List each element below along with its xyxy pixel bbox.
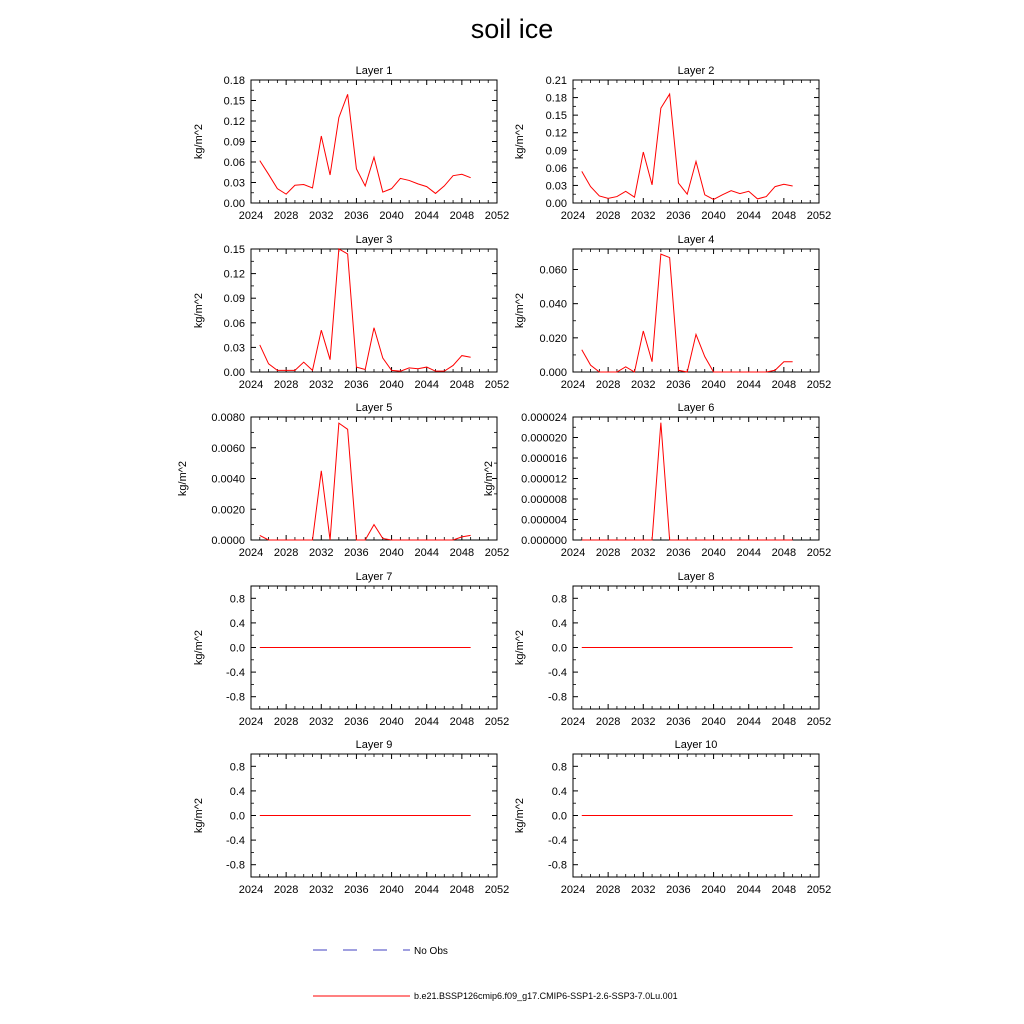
- layer1-ytick-label: 0.12: [223, 116, 245, 128]
- layer9-xtick-label: 2036: [344, 884, 369, 896]
- layer5-xtick-label: 2044: [414, 547, 439, 559]
- layer10-ytick-label: 0.0: [551, 810, 567, 823]
- layer6-xtick-label: 2028: [595, 547, 621, 559]
- layer4-xtick-label: 2028: [595, 379, 621, 391]
- layer3-xtick-label: 2024: [238, 379, 264, 391]
- layer3-series-line: [260, 249, 471, 371]
- layer9-xtick-label: 2024: [238, 884, 264, 896]
- layer2-xtick-label: 2040: [701, 210, 726, 222]
- layer2-ytick-label: 0.15: [545, 110, 567, 123]
- layer8-xtick-label: 2024: [560, 716, 586, 728]
- layer4-xtick-label: 2048: [771, 379, 797, 391]
- layer10-xtick-label: 2028: [595, 884, 621, 896]
- layer10-xtick-label: 2048: [771, 884, 797, 896]
- layer6-ytick-label: 0.000000: [521, 535, 567, 547]
- layer2-ytick-label: 0.00: [545, 198, 567, 210]
- layer1-plot-frame: [251, 80, 497, 203]
- layer1-title: Layer 1: [355, 65, 393, 77]
- layer7-ylabel: kg/m^2: [193, 629, 205, 666]
- layer1-xtick-label: 2028: [273, 210, 299, 222]
- layer3-plot-frame: [251, 249, 497, 372]
- layer2-ytick-label: 0.06: [545, 162, 567, 175]
- layer5-ytick-label: 0.0020: [211, 504, 245, 517]
- layer6-ytick-label: 0.000004: [521, 514, 567, 527]
- layer6-ytick-label: 0.000024: [521, 412, 567, 424]
- layer8-ytick-label: -0.4: [548, 667, 567, 680]
- layer2-ytick-label: 0.12: [545, 127, 567, 140]
- layer8-xtick-label: 2048: [771, 716, 797, 728]
- layer3-ytick-label: 0.00: [223, 367, 245, 379]
- layer6-xtick-label: 2036: [666, 547, 691, 559]
- layer1-ytick-label: 0.00: [223, 198, 245, 210]
- layer5-xtick-label: 2052: [484, 547, 510, 559]
- layer3-title: Layer 3: [355, 234, 393, 246]
- layer4-ytick-label: 0.000: [539, 367, 567, 379]
- layer6-xtick-label: 2040: [701, 547, 726, 559]
- layer1-xtick-label: 2048: [449, 210, 475, 222]
- layer5-ytick-label: 0.0000: [211, 535, 245, 547]
- layer1-xtick-label: 2032: [309, 210, 334, 222]
- layer2-ytick-label: 0.21: [545, 75, 567, 87]
- layer3-xtick-label: 2048: [449, 379, 475, 391]
- layer3-xtick-label: 2036: [344, 379, 369, 391]
- layer7-xtick-label: 2024: [238, 716, 264, 728]
- layer6-xtick-label: 2044: [736, 547, 761, 559]
- layer7-title: Layer 7: [355, 571, 393, 583]
- layer5-title: Layer 5: [355, 402, 393, 414]
- layer4-ytick-label: 0.020: [539, 332, 567, 345]
- legend-obs-label: No Obs: [414, 946, 448, 957]
- layer10-xtick-label: 2040: [701, 884, 726, 896]
- layer2-ytick-label: 0.09: [545, 145, 567, 158]
- figure-title: soil ice: [470, 14, 554, 44]
- layer10-xtick-label: 2036: [666, 884, 691, 896]
- layer3-xtick-label: 2028: [273, 379, 299, 391]
- layer10-ylabel: kg/m^2: [514, 797, 526, 834]
- layer3-ylabel: kg/m^2: [193, 292, 205, 329]
- layer10-xtick-label: 2024: [560, 884, 586, 896]
- layer10-ytick-label: -0.4: [548, 835, 567, 848]
- layer6-ytick-label: 0.000016: [521, 453, 567, 465]
- layer1-xtick-label: 2036: [344, 210, 369, 222]
- layer9-ylabel: kg/m^2: [193, 797, 205, 834]
- layer4-xtick-label: 2044: [736, 379, 761, 391]
- layer3-ytick-label: 0.09: [223, 293, 245, 306]
- layer2-ytick-label: 0.03: [545, 180, 567, 193]
- layer6-ytick-label: 0.000012: [521, 473, 567, 486]
- layer8-ytick-label: 0.8: [551, 593, 567, 606]
- layer5-xtick-label: 2028: [273, 547, 299, 559]
- layer4-series-line: [582, 254, 793, 372]
- layer7-ytick-label: 0.8: [229, 593, 245, 606]
- layer5-ylabel: kg/m^2: [177, 460, 189, 497]
- layer6-plot-frame: [573, 417, 819, 540]
- layer2-xtick-label: 2036: [666, 210, 691, 222]
- layer7-xtick-label: 2032: [309, 716, 334, 728]
- layer4-xtick-label: 2024: [560, 379, 586, 391]
- layer9-ytick-label: -0.4: [226, 835, 245, 848]
- layer10-xtick-label: 2044: [736, 884, 761, 896]
- layer3-xtick-label: 2032: [309, 379, 334, 391]
- layer8-title: Layer 8: [677, 571, 715, 583]
- layer10-ytick-label: 0.4: [551, 785, 567, 798]
- legend-model-label: b.e21.BSSP126cmip6.f09_g17.CMIP6-SSP1-2.6-SSP3-7.0Lu.001: [414, 991, 678, 1001]
- layer9-xtick-label: 2028: [273, 884, 299, 896]
- layer5-ytick-label: 0.0060: [211, 442, 245, 455]
- layer2-xtick-label: 2048: [771, 210, 797, 222]
- layer2-xtick-label: 2032: [631, 210, 656, 222]
- layer6-title: Layer 6: [677, 402, 715, 414]
- layer2-xtick-label: 2028: [595, 210, 621, 222]
- layer3-ytick-label: 0.15: [223, 244, 245, 256]
- layer1-xtick-label: 2040: [379, 210, 404, 222]
- layer2-xtick-label: 2024: [560, 210, 586, 222]
- layer1-xtick-label: 2044: [414, 210, 439, 222]
- layer3-ytick-label: 0.06: [223, 317, 245, 330]
- layer2-xtick-label: 2044: [736, 210, 761, 222]
- layer9-ytick-label: -0.8: [226, 859, 245, 872]
- layer5-xtick-label: 2048: [449, 547, 475, 559]
- layer4-xtick-label: 2036: [666, 379, 691, 391]
- layer7-ytick-label: 0.4: [229, 617, 245, 630]
- layer2-ytick-label: 0.18: [545, 92, 567, 105]
- layer5-ytick-label: 0.0080: [211, 412, 245, 424]
- layer6-xtick-label: 2052: [806, 547, 832, 559]
- layer5-xtick-label: 2032: [309, 547, 334, 559]
- layer10-ytick-label: -0.8: [548, 859, 567, 872]
- layer5-xtick-label: 2040: [379, 547, 404, 559]
- layer6-xtick-label: 2032: [631, 547, 656, 559]
- layer4-xtick-label: 2032: [631, 379, 656, 391]
- layer9-xtick-label: 2044: [414, 884, 439, 896]
- layer7-xtick-label: 2036: [344, 716, 369, 728]
- layer10-title: Layer 10: [674, 739, 718, 751]
- layer1-ytick-label: 0.09: [223, 136, 245, 149]
- layer9-xtick-label: 2032: [309, 884, 334, 896]
- layer4-plot-frame: [573, 249, 819, 372]
- layer8-xtick-label: 2036: [666, 716, 691, 728]
- layer7-xtick-label: 2028: [273, 716, 299, 728]
- layer1-ytick-label: 0.18: [223, 75, 245, 87]
- layer6-xtick-label: 2048: [771, 547, 797, 559]
- layer3-ytick-label: 0.12: [223, 268, 245, 281]
- layer1-ytick-label: 0.06: [223, 157, 245, 169]
- layer1-xtick-label: 2024: [238, 210, 264, 222]
- layer6-xtick-label: 2024: [560, 547, 586, 559]
- layer1-series-line: [260, 94, 471, 194]
- layer7-ytick-label: 0.0: [229, 642, 245, 655]
- layer8-ytick-label: -0.8: [548, 691, 567, 704]
- layer9-xtick-label: 2040: [379, 884, 404, 896]
- layer2-title: Layer 2: [677, 65, 715, 77]
- layer8-ytick-label: 0.0: [551, 642, 567, 655]
- layer9-ytick-label: 0.4: [229, 785, 245, 798]
- layer2-ylabel: kg/m^2: [514, 123, 526, 160]
- layer7-ytick-label: -0.4: [226, 667, 245, 680]
- layer4-xtick-label: 2040: [701, 379, 726, 391]
- layer5-series-line: [260, 423, 471, 540]
- layer8-ylabel: kg/m^2: [514, 629, 526, 666]
- layer2-series-line: [582, 94, 793, 199]
- layer6-series-line: [582, 423, 793, 540]
- layer8-xtick-label: 2044: [736, 716, 761, 728]
- layer3-xtick-label: 2044: [414, 379, 439, 391]
- layer10-ytick-label: 0.8: [551, 761, 567, 774]
- layer3-ytick-label: 0.03: [223, 342, 245, 355]
- layer5-plot-frame: [251, 417, 497, 540]
- layer6-ylabel: kg/m^2: [483, 460, 495, 497]
- layer8-ytick-label: 0.4: [551, 617, 567, 630]
- layer5-xtick-label: 2024: [238, 547, 264, 559]
- layer5-ytick-label: 0.0040: [211, 473, 245, 486]
- layer1-ytick-label: 0.03: [223, 177, 245, 190]
- layer7-xtick-label: 2044: [414, 716, 439, 728]
- layer9-xtick-label: 2048: [449, 884, 475, 896]
- layer4-ytick-label: 0.040: [539, 298, 567, 311]
- layer3-xtick-label: 2040: [379, 379, 404, 391]
- layer10-xtick-label: 2032: [631, 884, 656, 896]
- layer7-xtick-label: 2048: [449, 716, 475, 728]
- layer7-xtick-label: 2052: [484, 716, 510, 728]
- layer4-ylabel: kg/m^2: [514, 292, 526, 329]
- layer8-xtick-label: 2032: [631, 716, 656, 728]
- layer9-xtick-label: 2052: [484, 884, 510, 896]
- layer7-ytick-label: -0.8: [226, 691, 245, 704]
- layer1-xtick-label: 2052: [484, 210, 510, 222]
- layer9-ytick-label: 0.0: [229, 810, 245, 823]
- layer9-title: Layer 9: [355, 739, 393, 751]
- layer4-ytick-label: 0.060: [539, 264, 567, 277]
- layer8-xtick-label: 2040: [701, 716, 726, 728]
- layer2-xtick-label: 2052: [806, 210, 832, 222]
- layer1-ytick-label: 0.15: [223, 95, 245, 108]
- layer1-ylabel: kg/m^2: [193, 123, 205, 160]
- layer5-xtick-label: 2036: [344, 547, 369, 559]
- layer4-title: Layer 4: [677, 234, 715, 246]
- layer8-xtick-label: 2052: [806, 716, 832, 728]
- layer9-ytick-label: 0.8: [229, 761, 245, 774]
- layer10-xtick-label: 2052: [806, 884, 832, 896]
- layer4-xtick-label: 2052: [806, 379, 832, 391]
- layer8-xtick-label: 2028: [595, 716, 621, 728]
- layer6-ytick-label: 0.000008: [521, 494, 567, 506]
- layer6-ytick-label: 0.000020: [521, 432, 567, 445]
- layer3-xtick-label: 2052: [484, 379, 510, 391]
- layer7-xtick-label: 2040: [379, 716, 404, 728]
